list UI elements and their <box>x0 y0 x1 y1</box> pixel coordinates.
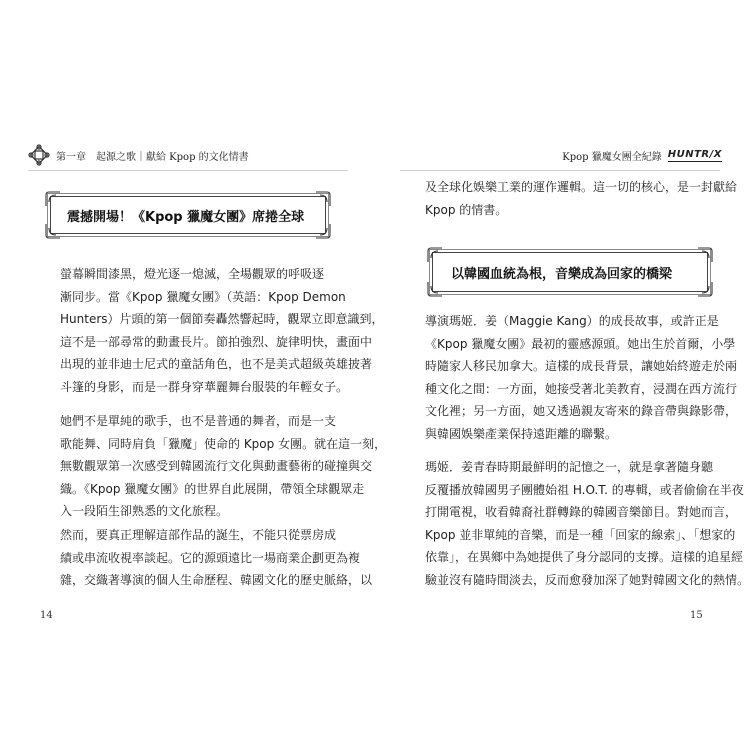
text-line: 雜，交織著導演的個人生命歷程、韓國文化的歷史脈絡，以 <box>60 573 373 587</box>
text-line: 漸同步。當《Kpop 獵魔女團》（英語：Kpop Demon <box>60 289 346 304</box>
corner-flourish-icon <box>427 247 443 263</box>
text-line: 出現的並非迪士尼式的童話角色，也不是美式超級英雄披著 <box>60 357 373 371</box>
text-line: 驗並沒有隨時間淡去，反而愈發加深了她對韓國文化的熱情。 <box>425 572 750 587</box>
right-paragraph-2 <box>425 456 750 591</box>
text-line: 織。《Kpop 獵魔女團》的世界自此展開，帶領全球觀眾走 <box>60 481 365 496</box>
left-section-title-frame <box>50 196 326 234</box>
text-line: 歌能舞、同時肩負「獵魔」使命的 Kpop 女團。就在這一刻， <box>60 436 387 451</box>
text-line: 績或串流收視率談起。它的源頭遠比一場商業企劃更為複 <box>60 550 361 565</box>
right-page-number: 15 <box>690 610 703 621</box>
text-line: 及全球化娛樂工業的運作邏輯。這一切的核心，是一封獻給 <box>425 180 738 194</box>
corner-flourish-icon <box>697 281 713 297</box>
text-line: 種文化之間：一方面，她接受著北美教育，浸潤在西方流行 <box>425 381 738 396</box>
right-header-rule <box>400 170 720 171</box>
text-line: 文化裡；另一方面，她又透過親友寄來的錄音帶與錄影帶， <box>425 404 738 418</box>
text-line: 《Kpop 獵魔女團》最初的靈感源頭。她出生於首爾，小學 <box>425 336 736 351</box>
left-header-text: 第一章 起源之歌｜獻給 Kpop 的文化情書 <box>56 151 249 163</box>
text-line: 螢幕瞬間漆黑，燈光逐一熄滅，全場觀眾的呼吸逐 <box>60 267 325 281</box>
text-line: 她們不是單純的歌手，也不是普通的舞者，而是一支 <box>60 414 337 428</box>
text-line: 入一段陌生卻熟悉的文化旅程。 <box>60 504 229 518</box>
left-paragraph-2 <box>60 410 387 523</box>
corner-flourish-icon <box>315 191 331 207</box>
right-section-title: 以韓國血統為根，音樂成為回家的橋梁 <box>451 266 673 282</box>
corner-flourish-icon <box>697 247 713 263</box>
corner-flourish-icon <box>315 223 331 239</box>
corner-flourish-icon <box>45 223 61 239</box>
knot-ornament-icon <box>28 144 50 166</box>
right-running-header <box>562 148 722 163</box>
right-intro-text <box>425 176 738 221</box>
left-header-rule <box>28 170 348 171</box>
left-page-number: 14 <box>40 610 53 621</box>
left-paragraph-3 <box>60 524 373 592</box>
text-line: 依靠」，在異鄉中為她提供了身分認同的支撐。這樣的追星經 <box>425 550 744 564</box>
text-line: 時隨家人移民加拿大。這樣的成長背景，讓她始終遊走於兩 <box>425 359 738 373</box>
text-line: 打開電視，收看韓裔社群轉錄的韓國音樂節目。對她而言， <box>425 505 738 519</box>
left-running-header <box>28 144 249 166</box>
text-line: 斗篷的身影，而是一群身穿華麗舞台服裝的年輕女子。 <box>60 379 349 394</box>
corner-flourish-icon <box>45 191 61 207</box>
text-line: Kpop 的情書。 <box>425 202 508 217</box>
left-section-title: 震撼開場！《Kpop 獵魔女團》席捲全球 <box>67 209 305 225</box>
text-line: 這不是一部尋常的動畫長片。節拍強烈、旋律明快，畫面中 <box>60 334 373 349</box>
text-line: 無數觀眾第一次感受到韓國流行文化與動畫藝術的碰撞與交 <box>60 459 373 473</box>
text-line: 反覆播放韓國男子團體始祖 H.O.T. 的專輯，或者偷偷在半夜 <box>425 482 744 497</box>
right-section-title-frame <box>432 252 708 292</box>
right-header-text: Kpop 獵魔女團全紀錄 <box>562 152 662 163</box>
text-line: Hunters）片頭的第一個節奏轟然響起時，觀眾立即意識到， <box>60 312 384 326</box>
text-line: Kpop 並非單純的音樂，而是一種「回家的線索」、「想家的 <box>425 527 736 542</box>
text-line: 瑪姬．姜青春時期最鮮明的記憶之一，就是拿著隨身聽 <box>425 460 714 474</box>
text-line: 然而，要真正理解這部作品的誕生，不能只從票房成 <box>60 528 337 542</box>
huntrix-logo: HUNTR/X <box>667 149 722 160</box>
text-line: 導演瑪姬．姜（Maggie Kang）的成長故事，或許正是 <box>425 314 719 328</box>
corner-flourish-icon <box>427 281 443 297</box>
left-paragraph-1 <box>60 263 384 398</box>
text-line: 與韓國娛樂產業保持遠距離的聯繫。 <box>425 426 618 441</box>
right-paragraph-1 <box>425 310 738 445</box>
